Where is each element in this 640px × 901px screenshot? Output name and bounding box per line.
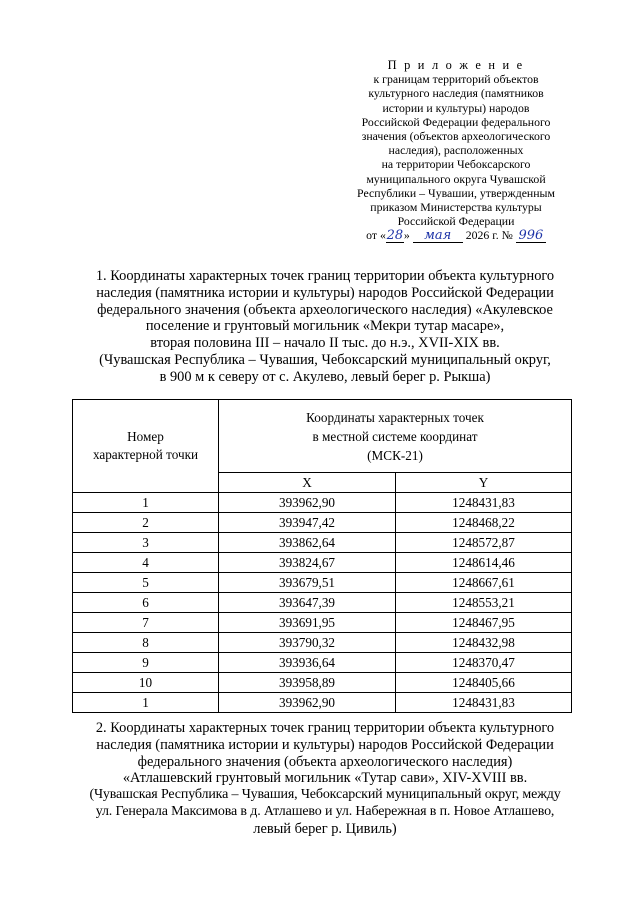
appendix-line: муниципального округа Чувашской [366,171,546,186]
appendix-heading: П р и л о ж е н и е [387,58,525,72]
table-row [73,573,572,593]
appendix-line: Республики – Чувашии, утвержденным [357,185,555,200]
x-cell: 393862,64 [219,533,396,553]
point-number-cell: 10 [73,673,219,693]
appendix-line: на территории Чебоксарского [381,157,531,172]
appendix-line: значения (объектов археологического [361,129,551,144]
appendix-line: культурного наследия (памятников [368,86,544,101]
header-text: (МСК-21) [367,447,423,463]
order-day-handwritten: 28 [386,228,404,244]
y-cell: 1248614,46 [396,553,572,573]
appendix-line: истории и культуры) народов [382,100,530,115]
section-2-line: наследия (памятника истории и культуры) народов Российской Федерации [96,736,554,753]
point-number-cell: 5 [73,573,219,593]
point-number-cell: 4 [73,553,219,573]
x-cell: 393679,51 [219,573,396,593]
section-1-heading [60,268,590,386]
appendix-line: Российской Федерации [397,214,515,229]
section-2-heading [60,720,590,838]
y-cell: 1248468,22 [396,513,572,533]
x-cell: 393790,32 [219,633,396,653]
point-number-cell: 1 [73,493,219,513]
y-cell: 1248572,87 [396,533,572,553]
section-1-line: наследия (памятника истории и культуры) народов Российской Федерации [96,284,554,301]
x-cell: 393962,90 [219,693,396,713]
point-number-cell: 7 [73,613,219,633]
header-coordinates [219,400,572,473]
section-2-line: «Атлашевский грунтовый могильник «Тутар сави», XIV-XVIII вв. [122,770,528,787]
point-number-cell: 6 [73,593,219,613]
order-middle: » [403,228,410,243]
header-x: X [219,473,396,493]
section-1-line: федерального значения (объекта археологического наследия) «Акулевское [97,301,553,318]
section-2-line: 2. Координаты характерных точек границ территории объекта культурного [95,720,555,736]
x-cell: 393958,89 [219,673,396,693]
section-1-line: (Чувашская Республика – Чувашия, Чебоксарский муниципальный округ, [99,351,551,368]
x-cell: 393962,90 [219,493,396,513]
point-number-cell: 1 [73,693,219,713]
table-row [73,633,572,653]
order-date-line [300,228,612,243]
header-text: Номер [127,429,164,444]
section-2-line: левый берег р. Цивиль) [253,820,397,837]
appendix-line: Российской Федерации федерального [361,114,551,129]
header-y: Y [396,473,572,493]
x-cell: 393947,42 [219,513,396,533]
table-row [73,653,572,673]
header-text: характерной точки [92,447,199,462]
table-row [73,673,572,693]
point-number-cell: 9 [73,653,219,673]
x-cell: 393647,39 [219,593,396,613]
appendix-line: к границам территорий объектов [373,72,539,87]
order-prefix: от « [366,228,386,243]
order-number-handwritten: 996 [516,230,546,243]
point-number-cell: 2 [73,513,219,533]
point-number-cell: 8 [73,633,219,653]
header-text: Координаты характерных точек [306,409,484,425]
table-row [73,533,572,553]
y-cell: 1248432,98 [396,633,572,653]
order-month-handwritten: мая [413,230,463,243]
table-row [73,693,572,713]
appendix-line: наследия), расположенных [388,143,524,158]
table-row [73,493,572,513]
point-number-cell: 3 [73,533,219,553]
header-text: в местной системе координат [312,428,478,444]
x-cell: 393936,64 [219,653,396,673]
section-1-line: в 900 м к северу от с. Акулево, левый берег р. Рыкша) [159,368,491,385]
y-cell: 1248405,66 [396,673,572,693]
section-2-line: ул. Генерала Максимова в д. Атлашево и ул. Набережная в п. Новое Атлашево, [95,803,555,819]
section-1-line: поселение и грунтовый могильник «Мекри тутар масаре», [145,318,505,335]
appendix-block [300,58,612,243]
table-row [73,513,572,533]
y-cell: 1248431,83 [396,693,572,713]
section-1-line: 1. Координаты характерных точек границ территории объекта культурного [95,268,555,284]
y-cell: 1248667,61 [396,573,572,593]
y-cell: 1248431,83 [396,493,572,513]
table-row [73,593,572,613]
y-cell: 1248370,47 [396,653,572,673]
coordinates-table [72,399,572,713]
y-cell: 1248553,21 [396,593,572,613]
x-cell: 393691,95 [219,613,396,633]
table-row [73,553,572,573]
section-2-line: (Чувашская Республика – Чувашия, Чебоксарский муниципальный округ, между [89,787,561,803]
section-1-line: вторая половина III – начало II тыс. до н.э., XVII-XIX вв. [150,335,500,352]
section-2-line: федерального значения (объекта археологического наследия) [137,753,513,770]
x-cell: 393824,67 [219,553,396,573]
header-point-number [73,400,219,493]
table-row [73,613,572,633]
appendix-line: приказом Министерства культуры [370,200,542,215]
order-year: 2026 г. № [465,228,513,243]
y-cell: 1248467,95 [396,613,572,633]
